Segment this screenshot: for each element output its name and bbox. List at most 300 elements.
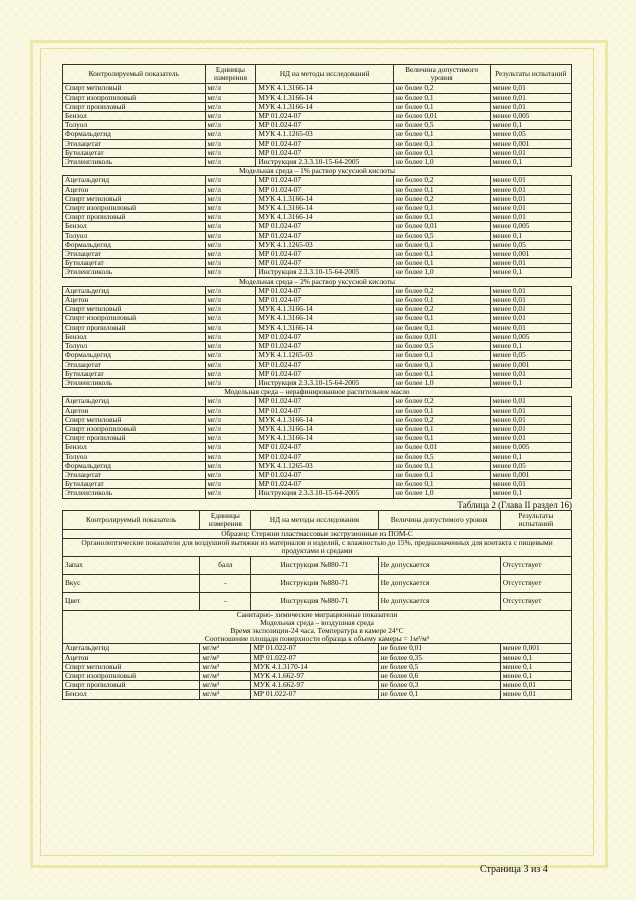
limit-cell: не более 0,5	[393, 342, 490, 351]
section-title-row	[63, 167, 572, 176]
limit-cell: не более 0,1	[393, 130, 490, 139]
method-cell: МР 01.024-07	[256, 139, 393, 148]
table-row	[63, 351, 572, 360]
limit-cell: не более 0,1	[393, 323, 490, 332]
section-title: Модельная среда – 1% раствор уксусной кислоты	[63, 167, 572, 176]
table-row	[63, 470, 572, 479]
indicator-cell: Спирт изопропиловый	[63, 314, 206, 323]
limit-cell: не более 0,1	[393, 250, 490, 259]
method-cell: МУК 4.1.3166-14	[256, 84, 393, 93]
table-header-row	[63, 65, 572, 84]
units-cell: мг/л	[205, 112, 256, 121]
limit-cell: не более 0,2	[393, 286, 490, 295]
units-cell: мг/л	[205, 314, 256, 323]
units-cell: мг/м³	[200, 644, 251, 653]
table-row	[63, 443, 572, 452]
result-cell: менее 0,005	[490, 332, 571, 341]
indicator-cell: Толуол	[63, 342, 206, 351]
organoleptic-row	[63, 592, 572, 610]
method-cell: МР 01.024-07	[256, 286, 393, 295]
result-cell: менее 0,1	[490, 378, 571, 387]
result-cell: менее 0,01	[490, 323, 571, 332]
indicator-cell: Спирт пропиловый	[63, 213, 206, 222]
result-cell: менее 0,1	[490, 231, 571, 240]
table-row	[63, 360, 572, 369]
section-title: Модельная среда – нерафинированное растительное масло	[63, 388, 572, 397]
section-title-row	[63, 388, 572, 397]
result-cell: менее 0,1	[500, 671, 571, 680]
method-cell: МР 01.022-07	[251, 653, 378, 662]
units-cell: мг/л	[205, 415, 256, 424]
indicator-cell: Вкус	[63, 574, 200, 592]
result-cell: менее 0,01	[490, 259, 571, 268]
indicator-cell: Этилацетат	[63, 360, 206, 369]
result-cell: менее 0,01	[490, 415, 571, 424]
units-cell: мг/л	[205, 148, 256, 157]
units-cell: мг/л	[205, 259, 256, 268]
limit-cell: не более 0,1	[393, 360, 490, 369]
header-units: Единицы измерения	[205, 65, 256, 84]
units-cell: мг/л	[205, 406, 256, 415]
result-cell: менее 0,01	[500, 681, 571, 690]
table-row	[63, 480, 572, 489]
limit-cell: не более 1,0	[393, 378, 490, 387]
indicator-cell: Толуол	[63, 452, 206, 461]
units-cell: мг/л	[205, 342, 256, 351]
migration-row	[63, 653, 572, 662]
method-cell: МУК 4.1.662-97	[251, 671, 378, 680]
indicator-cell: Спирт изопропиловый	[63, 204, 206, 213]
units-cell: мг/л	[205, 222, 256, 231]
table-row	[63, 305, 572, 314]
units-cell: -	[200, 592, 251, 610]
method-cell: Инструкция 2.3.3.10-15-64-2005	[256, 158, 393, 167]
indicator-cell: Спирт метиловый	[63, 194, 206, 203]
table-row	[63, 130, 572, 139]
method-cell: МР 01.022-07	[251, 644, 378, 653]
migration-row	[63, 681, 572, 690]
limit-cell: не более 0,2	[393, 194, 490, 203]
result-cell: менее 0,01	[490, 424, 571, 433]
indicator-cell: Спирт изопропиловый	[63, 671, 200, 680]
limit-cell: не более 0,2	[393, 305, 490, 314]
result-cell: менее 0,01	[490, 213, 571, 222]
limit-cell: не более 0,2	[393, 176, 490, 185]
migration-row	[63, 671, 572, 680]
header-limit: Величина допустимого уровня	[393, 65, 490, 84]
indicator-cell: Бензол	[63, 332, 206, 341]
table-row	[63, 452, 572, 461]
indicator-cell: Бензол	[63, 222, 206, 231]
units-cell: мг/м³	[200, 681, 251, 690]
units-cell: мг/л	[205, 176, 256, 185]
limit-cell: не более 0,2	[393, 415, 490, 424]
units-cell: мг/л	[205, 84, 256, 93]
result-cell: менее 0,01	[500, 690, 571, 699]
limit-cell: не более 0,01	[393, 332, 490, 341]
indicator-cell: Этиленгликоль	[63, 378, 206, 387]
method-cell: Инструкция 2.3.3.10-15-64-2005	[256, 378, 393, 387]
document-content	[62, 64, 572, 700]
limit-cell: не более 1,0	[393, 158, 490, 167]
result-cell: менее 0,01	[490, 84, 571, 93]
result-cell: менее 0,01	[490, 296, 571, 305]
limit-cell: не более 0,1	[393, 480, 490, 489]
units-cell: мг/л	[205, 378, 256, 387]
units-cell: мг/л	[205, 286, 256, 295]
header-indicator: Контролируемый показатель	[63, 65, 206, 84]
result-cell: менее 0,1	[490, 342, 571, 351]
units-cell: мг/л	[205, 139, 256, 148]
units-cell: мг/л	[205, 323, 256, 332]
result-cell: менее 0,001	[490, 470, 571, 479]
units-cell: мг/л	[205, 102, 256, 111]
organoleptic-row	[63, 574, 572, 592]
table-row	[63, 415, 572, 424]
table-row	[63, 434, 572, 443]
result-cell: менее 0,1	[490, 121, 571, 130]
indicator-cell: Ацетальдегид	[63, 176, 206, 185]
table-row	[63, 194, 572, 203]
indicator-cell: Спирт пропиловый	[63, 681, 200, 690]
limit-cell: не более 0,1	[393, 93, 490, 102]
method-cell: МР 01.024-07	[256, 250, 393, 259]
result-cell: менее 0,01	[490, 286, 571, 295]
units-cell: мг/м³	[200, 690, 251, 699]
result-cell: менее 0,1	[500, 653, 571, 662]
limit-cell: не более 0,1	[393, 314, 490, 323]
units-cell: балл	[200, 556, 251, 574]
limit-cell: не более 0,1	[393, 470, 490, 479]
method-cell: МУК 4.1.3166-14	[256, 323, 393, 332]
indicator-cell: Этиленгликоль	[63, 268, 206, 277]
table-row	[63, 461, 572, 470]
units-cell: мг/л	[205, 250, 256, 259]
limit-cell: не более 0,1	[393, 204, 490, 213]
limit-cell: не более 0,2	[393, 397, 490, 406]
method-cell: МР 01.024-07	[256, 360, 393, 369]
method-cell: МУК 4.1.3170-14	[251, 662, 378, 671]
limit-cell: не более 0,1	[393, 351, 490, 360]
units-cell: мг/л	[205, 443, 256, 452]
method-cell: МУК 4.1.3166-14	[256, 204, 393, 213]
t2-header-method: НД на методы исследования	[251, 510, 378, 529]
units-cell: мг/л	[205, 351, 256, 360]
limit-cell: не более 0,1	[393, 406, 490, 415]
method-cell: МР 01.024-07	[256, 406, 393, 415]
method-cell: МР 01.024-07	[256, 296, 393, 305]
indicator-cell: Бутилацетат	[63, 148, 206, 157]
method-cell: МР 01.024-07	[256, 176, 393, 185]
indicator-cell: Бутилацетат	[63, 259, 206, 268]
units-cell: мг/л	[205, 130, 256, 139]
limit-cell: Не допускается	[378, 556, 500, 574]
units-cell: мг/л	[205, 305, 256, 314]
limit-cell: не более 0,35	[378, 653, 500, 662]
table-row	[63, 102, 572, 111]
indicator-cell: Спирт метиловый	[63, 84, 206, 93]
table-row	[63, 332, 572, 341]
table-row	[63, 231, 572, 240]
limit-cell: не более 0,2	[393, 84, 490, 93]
result-cell: менее 0,01	[490, 204, 571, 213]
indicator-cell: Спирт пропиловый	[63, 323, 206, 332]
indicator-cell: Ацетон	[63, 185, 206, 194]
table-row	[63, 139, 572, 148]
t2-header-result: Результаты испытаний	[500, 510, 571, 529]
result-cell: менее 0,05	[490, 351, 571, 360]
units-cell: мг/л	[205, 461, 256, 470]
method-cell: МР 01.024-07	[256, 148, 393, 157]
table-row	[63, 222, 572, 231]
limit-cell: не более 0,01	[393, 222, 490, 231]
units-cell: мг/л	[205, 194, 256, 203]
result-cell: менее 0,05	[490, 240, 571, 249]
table-row	[63, 176, 572, 185]
result-cell: менее 0,01	[490, 185, 571, 194]
limit-cell: не более 0,5	[378, 662, 500, 671]
table-row	[63, 158, 572, 167]
organoleptic-row	[63, 556, 572, 574]
indicator-cell: Ацетон	[63, 406, 206, 415]
table-row	[63, 84, 572, 93]
method-cell: МУК 4.1.3166-14	[256, 434, 393, 443]
results-table-2	[62, 510, 572, 700]
table-row	[63, 213, 572, 222]
indicator-cell: Бутилацетат	[63, 369, 206, 378]
indicator-cell: Толуол	[63, 121, 206, 130]
units-cell: мг/л	[205, 240, 256, 249]
method-cell: МУК 4.1.3166-14	[256, 102, 393, 111]
method-cell: МР 01.024-07	[256, 470, 393, 479]
units-cell: мг/л	[205, 296, 256, 305]
table-row	[63, 397, 572, 406]
limit-cell: не более 0,01	[393, 443, 490, 452]
units-cell: мг/л	[205, 369, 256, 378]
organoleptic-note-row	[63, 539, 572, 556]
units-cell: мг/л	[205, 121, 256, 130]
units-cell: мг/л	[205, 268, 256, 277]
limit-cell: не более 0,1	[393, 102, 490, 111]
method-cell: МУК 4.1.3166-14	[256, 93, 393, 102]
indicator-cell: Бензол	[63, 443, 206, 452]
sanitary-conditions	[63, 610, 572, 644]
table-row	[63, 296, 572, 305]
indicator-cell: Этилацетат	[63, 470, 206, 479]
indicator-cell: Ацетон	[63, 653, 200, 662]
table-row	[63, 148, 572, 157]
units-cell: мг/л	[205, 424, 256, 433]
indicator-cell: Этиленгликоль	[63, 489, 206, 498]
table-row	[63, 240, 572, 249]
result-cell: менее 0,01	[490, 480, 571, 489]
result-cell: Отсутствует	[500, 574, 571, 592]
method-cell: МР 01.024-07	[256, 259, 393, 268]
indicator-cell: Спирт пропиловый	[63, 102, 206, 111]
units-cell: мг/м³	[200, 671, 251, 680]
table-row	[63, 406, 572, 415]
indicator-cell: Спирт метиловый	[63, 305, 206, 314]
units-cell: мг/м³	[200, 662, 251, 671]
units-cell: мг/м³	[200, 653, 251, 662]
indicator-cell: Спирт пропиловый	[63, 434, 206, 443]
units-cell: мг/л	[205, 185, 256, 194]
table-row	[63, 121, 572, 130]
method-cell: МУК 4.1.1265-03	[256, 240, 393, 249]
indicator-cell: Формальдегид	[63, 130, 206, 139]
indicator-cell: Ацетальдегид	[63, 397, 206, 406]
result-cell: менее 0,1	[500, 662, 571, 671]
units-cell: мг/л	[205, 480, 256, 489]
table-row	[63, 112, 572, 121]
method-cell: МУК 4.1.662-97	[251, 681, 378, 690]
sanitary-line-3: Время экспозиции-24 часа. Температура в камере 24°С	[230, 625, 404, 635]
units-cell: мг/л	[205, 397, 256, 406]
indicator-cell: Спирт изопропиловый	[63, 424, 206, 433]
result-cell: менее 0,1	[490, 489, 571, 498]
method-cell: МР 01.024-07	[256, 332, 393, 341]
result-cell: менее 0,1	[490, 268, 571, 277]
limit-cell: не более 0,1	[393, 424, 490, 433]
limit-cell: не более 0,3	[378, 681, 500, 690]
indicator-cell: Ацетальдегид	[63, 286, 206, 295]
table-row	[63, 342, 572, 351]
section-title-row	[63, 277, 572, 286]
results-table-1	[62, 64, 572, 499]
table-row	[63, 323, 572, 332]
method-cell: Инструкция 2.3.3.10-15-64-2005	[256, 268, 393, 277]
method-cell: МУК 4.1.1265-03	[256, 130, 393, 139]
t2-header-units: Единицы измерения	[200, 510, 251, 529]
method-cell: МУК 4.1.3166-14	[256, 213, 393, 222]
method-cell: Инструкция №880-71	[251, 592, 378, 610]
table-row	[63, 204, 572, 213]
table2-title: Таблица 2 (Глава II раздел 16)	[457, 499, 572, 510]
units-cell: -	[200, 574, 251, 592]
table-row	[63, 250, 572, 259]
limit-cell: не более 0,1	[393, 240, 490, 249]
indicator-cell: Формальдегид	[63, 351, 206, 360]
method-cell: МР 01.024-07	[256, 369, 393, 378]
table-row	[63, 378, 572, 387]
method-cell: МР 01.024-07	[256, 397, 393, 406]
method-cell: МУК 4.1.3166-14	[256, 415, 393, 424]
result-cell: менее 0,01	[490, 148, 571, 157]
sanitary-line-1: Санитарно- химические миграционные показатели	[236, 610, 398, 619]
method-cell: МУК 4.1.3166-14	[256, 194, 393, 203]
table-row	[63, 93, 572, 102]
indicator-cell: Ацетальдегид	[63, 644, 200, 653]
units-cell: мг/л	[205, 489, 256, 498]
migration-row	[63, 690, 572, 699]
method-cell: МУК 4.1.1265-03	[256, 351, 393, 360]
sanitary-line-4: Соотношение площади поверхности образца к объему камеры = 1м²/м³	[204, 634, 430, 644]
result-cell: Отсутствует	[500, 556, 571, 574]
units-cell: мг/л	[205, 434, 256, 443]
indicator-cell: Этилацетат	[63, 250, 206, 259]
section-title: Модельная среда – 2% раствор уксусной кислоты	[63, 277, 572, 286]
limit-cell: не более 1,0	[393, 268, 490, 277]
result-cell: менее 0,05	[490, 461, 571, 470]
indicator-cell: Спирт изопропиловый	[63, 93, 206, 102]
result-cell: Отсутствует	[500, 592, 571, 610]
limit-cell: Не допускается	[378, 592, 500, 610]
migration-row	[63, 644, 572, 653]
table-row	[63, 268, 572, 277]
limit-cell: не более 0,6	[378, 671, 500, 680]
indicator-cell: Бутилацетат	[63, 480, 206, 489]
method-cell: Инструкция №880-71	[251, 556, 378, 574]
method-cell: МР 01.024-07	[256, 342, 393, 351]
sample-row	[63, 529, 572, 538]
result-cell: менее 0,001	[500, 644, 571, 653]
limit-cell: не более 0,01	[378, 644, 500, 653]
limit-cell: не более 0,1	[393, 148, 490, 157]
limit-cell: не более 0,1	[393, 369, 490, 378]
result-cell: менее 0,01	[490, 397, 571, 406]
sample-name: Образец: Стержни пластмассовые экструзионные из ПОМ-С	[63, 529, 572, 538]
method-cell: Инструкция №880-71	[251, 574, 378, 592]
method-cell: МУК 4.1.3166-14	[256, 314, 393, 323]
limit-cell: не более 1,0	[393, 489, 490, 498]
method-cell: МР 01.024-07	[256, 480, 393, 489]
result-cell: менее 0,001	[490, 139, 571, 148]
page-number: Страница 3 из 4	[480, 864, 548, 875]
method-cell: МР 01.024-07	[256, 443, 393, 452]
method-cell: МР 01.024-07	[256, 121, 393, 130]
header-method: НД на методы исследований	[256, 65, 393, 84]
indicator-cell: Этилацетат	[63, 139, 206, 148]
units-cell: мг/л	[205, 452, 256, 461]
result-cell: менее 0,01	[490, 406, 571, 415]
limit-cell: не более 0,1	[393, 139, 490, 148]
units-cell: мг/л	[205, 470, 256, 479]
result-cell: менее 0,005	[490, 112, 571, 121]
table-row	[63, 424, 572, 433]
result-cell: менее 0,01	[490, 176, 571, 185]
result-cell: менее 0,005	[490, 443, 571, 452]
indicator-cell: Формальдегид	[63, 461, 206, 470]
indicator-cell: Бензол	[63, 690, 200, 699]
method-cell: МР 01.024-07	[256, 185, 393, 194]
indicator-cell: Этиленгликоль	[63, 158, 206, 167]
units-cell: мг/л	[205, 158, 256, 167]
units-cell: мг/л	[205, 360, 256, 369]
result-cell: менее 0,1	[490, 452, 571, 461]
limit-cell: не более 0,01	[393, 112, 490, 121]
indicator-cell: Формальдегид	[63, 240, 206, 249]
limit-cell: не более 0,1	[393, 461, 490, 470]
limit-cell: не более 0,1	[393, 213, 490, 222]
organoleptic-note: Органолептические показатели для воздушной вытяжки из материалов и изделий, с влажностью до 15%, предназначенных для контакта с пищевыми продуктами и средами	[63, 539, 572, 556]
t2-header-limit: Величина допустимого уровня	[378, 510, 500, 529]
limit-cell: не более 0,1	[393, 296, 490, 305]
indicator-cell: Запах	[63, 556, 200, 574]
indicator-cell: Спирт метиловый	[63, 662, 200, 671]
limit-cell: не более 0,5	[393, 121, 490, 130]
result-cell: менее 0,01	[490, 93, 571, 102]
t2-header-indicator: Контролируемый показатель	[63, 510, 200, 529]
limit-cell: не более 0,1	[393, 434, 490, 443]
result-cell: менее 0,1	[490, 158, 571, 167]
limit-cell: не более 0,5	[393, 452, 490, 461]
result-cell: менее 0,001	[490, 360, 571, 369]
method-cell: МР 01.024-07	[256, 452, 393, 461]
indicator-cell: Толуол	[63, 231, 206, 240]
method-cell: МР 01.022-07	[251, 690, 378, 699]
sanitary-line-2: Модельная среда – воздушная среда	[260, 617, 374, 627]
result-cell: менее 0,001	[490, 250, 571, 259]
